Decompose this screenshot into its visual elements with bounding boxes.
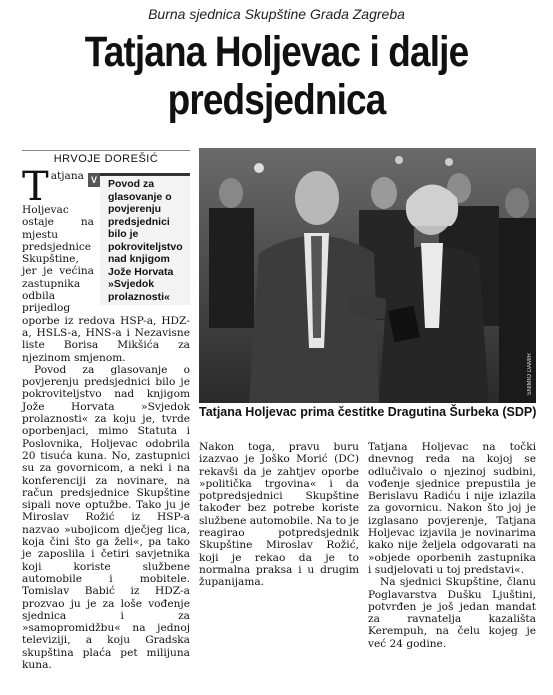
photo-credit: SNIMIO DAMIR	[527, 352, 533, 395]
pull-quote-text: Povod za glasovanje o povjerenju predsjednici bilo je pokroviteljstvo nad knjigom Jože Horvata »Svjedok prolaznosti«	[108, 178, 183, 303]
headline-line-1: Tatjana Holjevac i dalje	[84, 28, 469, 76]
pull-quote-marker: V	[88, 173, 100, 187]
drop-cap: T	[22, 164, 49, 210]
article-column-2	[199, 441, 359, 589]
article-column-1	[22, 164, 190, 671]
article-paragraph: Povod za glasovanje o povjerenju predsjednici bilo je pokroviteljstvo nad knjigom Jože Horvata »Svjedok prolaznosti« za koju je, tvrde oporbenjaci, mimo Statuta i Poslovnika, Holjevac odobrila 20 tisuća kuna. No, zastupnici su za govornicom, a neki i na konferenciji za novinare, na račun predsjednice Skupštine sipali nove optužbe. Tako ju je Miroslav Rožić iz HSP-a nazvao »ubojicom dječjeg lica, koja čini što ga želi«, pa tako je zaposlila i četiri savjetnika koji koriste službene automobile i mobitele. Tomislav Babić iz HDZ-a prozvao ju je za loše vođenje sjednica i za »samopromidžbu« na jednoj televiziji, a koju Gradska skupština plaća pet milijuna kuna.	[22, 363, 190, 671]
news-photo	[199, 148, 536, 403]
photo-caption: Tatjana Holjevac prima čestitke Dragutina Šurbeka (SDP)	[199, 405, 537, 419]
pull-quote	[90, 173, 190, 305]
article-paragraph: Nakon toga, pravu buru izazvao je Joško Morić (DC) rekavši da je zahtjev oporbe »politička trgovina« i da potpredsjednici Skupštine također bez potrebe koriste službene automobile. Na to je reagirao potpredsjednik Skupštine Miroslav Rožić, koji je rekao da je to normalna praksa i u drugim županijama.	[199, 441, 360, 589]
headline	[39, 28, 515, 124]
kicker: Burna sjednica Skupštine Grada Zagreba	[148, 6, 405, 22]
headline-line-2: predsjednica	[167, 76, 386, 124]
article-paragraph: Na sjednici Skupštine, članu Poglavarstva Dušku Ljuštini, potvrđen je još jedan mandat za ravnatelja kazališta Kerempuh, na čelu kojeg je već 24 godine.	[368, 576, 536, 650]
photo-illustration	[199, 148, 536, 403]
article-paragraph: Tatjana Holjevac na točki dnevnog reda na kojoj se odlučivalo o njezinoj sudbini, vođenje sjednice prepustila je Berislavu Radiću i nije izlazila za govornicu. Nakon što joj je izglasano povjerenje, Tatjana Holjevac izjavila je novinarima kako nije željela odgovarati na »objede oporbenih zastupnika i sudjelovati u toj predstavi«.	[368, 441, 536, 576]
article-paragraph: atjana Holjevac ostaje na mjestu predsjednice Skupštine, jer je većina zastupnika odbila prijedlog oporbe iz redova HSP-a, HDZ-a, HSLS-a, HNS-a i Nezavisne liste Borisa Mikšića za njezinom smjenom.	[22, 170, 190, 364]
article-column-3	[368, 441, 536, 650]
author-byline: HRVOJE DOREŠIĆ	[22, 150, 190, 165]
